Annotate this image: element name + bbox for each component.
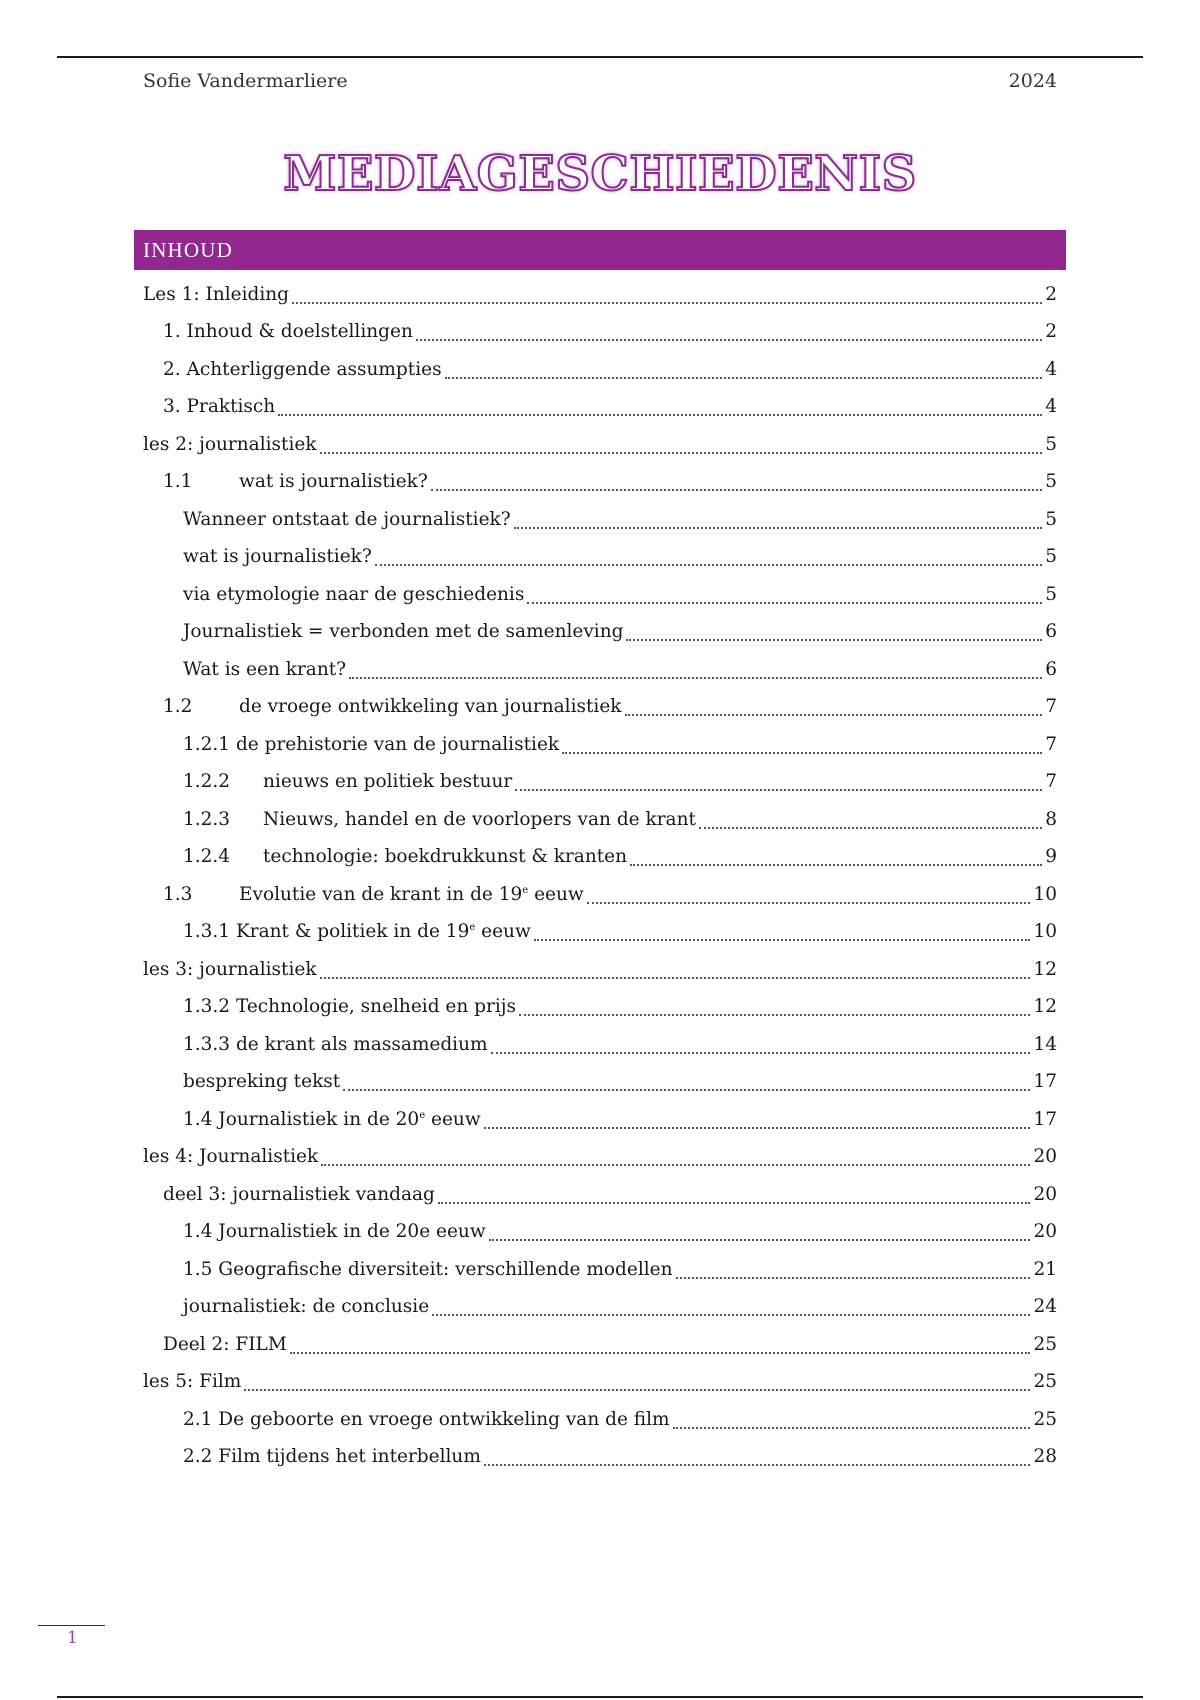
toc-entry-page: 2 [1045, 283, 1057, 305]
toc-entry-text: 1.4 Journalistiek in de 20e eeuw [183, 1221, 486, 1242]
toc-entry-page: 25 [1033, 1371, 1057, 1392]
toc-leader [515, 789, 1042, 791]
toc-leader [514, 527, 1043, 529]
toc-leader [491, 1052, 1031, 1054]
toc-entry[interactable] [143, 1289, 1057, 1327]
toc-leader [527, 602, 1042, 604]
toc-entry[interactable] [143, 764, 1057, 802]
toc-entry-page: 17 [1033, 1108, 1057, 1130]
toc-leader [519, 1014, 1030, 1016]
toc-leader [321, 1164, 1030, 1166]
toc-leader [625, 714, 1043, 716]
toc-entry-page: 7 [1045, 771, 1057, 792]
toc-entry-page: 5 [1045, 583, 1057, 605]
toc-entry-page: 20 [1033, 1146, 1057, 1167]
toc-entry-page: 20 [1033, 1183, 1057, 1205]
toc-entry[interactable] [143, 1064, 1057, 1102]
toc-leader [562, 752, 1042, 754]
toc-entry-text: 1.3.1 Krant & politiek in de 19e eeuw [183, 921, 531, 942]
toc-heading-bar [134, 230, 1066, 270]
toc-entry-page: 7 [1045, 733, 1057, 755]
toc-entry[interactable] [143, 426, 1057, 464]
toc-entry-number: 1.1 [163, 471, 193, 492]
toc-entry[interactable] [143, 539, 1057, 577]
toc-entry-text: Deel 2: FILM [163, 1333, 287, 1355]
toc-entry-number: 1.2.2 [183, 771, 231, 792]
toc-entry[interactable] [143, 689, 1057, 727]
toc-entry-number: 1.2 [163, 696, 193, 717]
toc-entry-text: 1.3.2 Technologie, snelheid en prijs [183, 996, 517, 1017]
toc-entry-text: via etymologie naar de geschiedenis [183, 583, 525, 605]
toc-entry-page: 9 [1045, 846, 1057, 867]
footer-rule [38, 1625, 105, 1626]
toc-entry-text: 1.4 Journalistiek in de 20e eeuw [183, 1108, 481, 1130]
toc-entry[interactable] [143, 1439, 1057, 1477]
toc-entry-text: deel 3: journalistiek vandaag [163, 1183, 435, 1205]
page-number: 1 [67, 1628, 78, 1648]
toc-leader [343, 1089, 1030, 1091]
toc-entry-page: 17 [1033, 1071, 1057, 1092]
toc-entry-page: 25 [1033, 1333, 1057, 1355]
toc-leader [484, 1464, 1031, 1466]
toc-entry-page: 10 [1033, 921, 1057, 942]
toc-entry-page: 6 [1045, 658, 1057, 680]
toc-entry-text: bespreking tekst [183, 1071, 341, 1092]
toc-leader [432, 1314, 1030, 1316]
toc-entry-text: 2.1 De geboorte en vroege ontwikkeling van de film [183, 1408, 670, 1430]
toc-entry-text: Wat is een krant? [183, 658, 347, 680]
toc-entry-text: wat is journalistiek? [239, 471, 428, 492]
toc-entry-page: 4 [1045, 358, 1057, 380]
footer-page-rule [57, 1696, 1143, 1698]
toc-entry-text: les 2: journalistiek [143, 433, 317, 455]
toc-entry-text: les 4: Journalistiek [143, 1146, 319, 1167]
toc-entry-page: 14 [1033, 1033, 1057, 1055]
toc-entry[interactable] [143, 951, 1057, 989]
toc-entry[interactable] [143, 276, 1057, 314]
toc-leader [699, 827, 1042, 829]
toc-entry-page: 6 [1045, 621, 1057, 642]
toc-entry-text: wat is journalistiek? [183, 546, 372, 567]
toc-entry[interactable] [143, 501, 1057, 539]
toc-entry[interactable] [143, 1364, 1057, 1402]
toc-leader [416, 339, 1042, 341]
toc-entry-number: 1.3 [163, 883, 193, 905]
toc-leader [375, 564, 1042, 566]
toc-entry-page: 5 [1045, 508, 1057, 530]
header-author: Sofie Vandermarliere [143, 70, 348, 92]
toc-entry-text: de vroege ontwikkeling van journalistiek [239, 696, 622, 717]
toc-entry[interactable] [143, 1251, 1057, 1289]
toc-entry-page: 10 [1033, 883, 1057, 905]
toc-entry-page: 5 [1045, 433, 1057, 455]
toc-entry-text: journalistiek: de conclusie [183, 1296, 430, 1317]
toc-entry-text: Nieuws, handel en de voorlopers van de krant [263, 808, 696, 830]
toc-leader [320, 977, 1031, 979]
toc-entry-text: Journalistiek = verbonden met de samenleving [183, 621, 624, 642]
toc-entry-text: les 5: Film [143, 1371, 242, 1392]
toc-entry[interactable] [143, 314, 1057, 352]
toc-entry[interactable] [143, 726, 1057, 764]
toc-leader [431, 489, 1042, 491]
toc-entry[interactable] [143, 839, 1057, 877]
document-title: MEDIAGESCHIEDENIS [283, 146, 917, 202]
toc-entry[interactable] [143, 989, 1057, 1027]
toc-entry[interactable] [143, 389, 1057, 427]
toc-entry-text: 2. Achterliggende assumpties [163, 358, 442, 380]
page-header [143, 70, 1057, 92]
toc-leader [445, 377, 1043, 379]
toc-leader [534, 939, 1031, 941]
toc-entry-page: 21 [1033, 1258, 1057, 1280]
toc-entry-text: 3. Praktisch [163, 396, 276, 417]
toc-entry-page: 12 [1033, 996, 1057, 1017]
toc-entry-page: 12 [1033, 958, 1057, 980]
toc-leader [676, 1277, 1031, 1279]
toc-leader [626, 639, 1042, 641]
toc-entry-page: 25 [1033, 1408, 1057, 1430]
toc-entry-page: 28 [1033, 1446, 1057, 1467]
toc-entry[interactable] [143, 464, 1057, 502]
toc-entry-page: 4 [1045, 396, 1057, 417]
toc-leader [489, 1239, 1031, 1241]
toc-leader [438, 1202, 1031, 1204]
toc-entry[interactable] [143, 914, 1057, 952]
toc-leader [290, 1352, 1031, 1354]
toc-leader [630, 864, 1042, 866]
toc-entry[interactable] [143, 651, 1057, 689]
toc-entry-page: 2 [1045, 321, 1057, 342]
toc-leader [673, 1427, 1031, 1429]
toc-entry-text: nieuws en politiek bestuur [263, 771, 513, 792]
toc-entry[interactable] [143, 876, 1057, 914]
toc-entry[interactable] [143, 1326, 1057, 1364]
header-year: 2024 [1008, 70, 1057, 92]
toc-leader [320, 452, 1043, 454]
toc-entry[interactable] [143, 1101, 1057, 1139]
table-of-contents [143, 276, 1057, 1476]
toc-entry-text: 2.2 Film tijdens het interbellum [183, 1446, 481, 1467]
toc-leader [278, 414, 1042, 416]
toc-entry-text: 1.3.3 de krant als massamedium [183, 1033, 488, 1055]
toc-entry[interactable] [143, 1401, 1057, 1439]
toc-entry-text: technologie: boekdrukkunst & kranten [263, 846, 628, 867]
toc-heading: INHOUD [143, 237, 234, 262]
toc-entry[interactable] [143, 576, 1057, 614]
toc-entry-text: 1. Inhoud & doelstellingen [163, 321, 413, 342]
toc-entry-page: 8 [1045, 808, 1057, 830]
toc-entry-page: 20 [1033, 1221, 1057, 1242]
toc-entry-page: 24 [1033, 1296, 1057, 1317]
toc-entry-page: 5 [1045, 546, 1057, 567]
toc-entry[interactable] [143, 614, 1057, 652]
toc-entry-text: 1.5 Geografische diversiteit: verschillende modellen [183, 1258, 673, 1280]
toc-entry-page: 5 [1045, 471, 1057, 492]
toc-entry-number: 1.2.3 [183, 808, 231, 830]
toc-leader [484, 1127, 1031, 1129]
toc-leader [244, 1389, 1030, 1391]
toc-leader [349, 677, 1042, 679]
toc-entry[interactable] [143, 801, 1057, 839]
toc-entry[interactable] [143, 1176, 1057, 1214]
toc-entry-text: les 3: journalistiek [143, 958, 317, 980]
toc-entry-text: Les 1: Inleiding [143, 283, 290, 305]
toc-entry-page: 7 [1045, 696, 1057, 717]
toc-leader [587, 902, 1031, 904]
toc-entry-text: 1.2.1 de prehistorie van de journalistiek [183, 733, 560, 755]
toc-entry-number: 1.2.4 [183, 846, 231, 867]
toc-entry-text: Evolutie van de krant in de 19e eeuw [239, 883, 584, 905]
toc-entry[interactable] [143, 1214, 1057, 1252]
toc-entry-text: Wanneer ontstaat de journalistiek? [183, 508, 511, 530]
header-rule [57, 56, 1143, 58]
toc-entry[interactable] [143, 1139, 1057, 1177]
toc-entry[interactable] [143, 351, 1057, 389]
toc-entry[interactable] [143, 1026, 1057, 1064]
toc-leader [292, 302, 1042, 304]
